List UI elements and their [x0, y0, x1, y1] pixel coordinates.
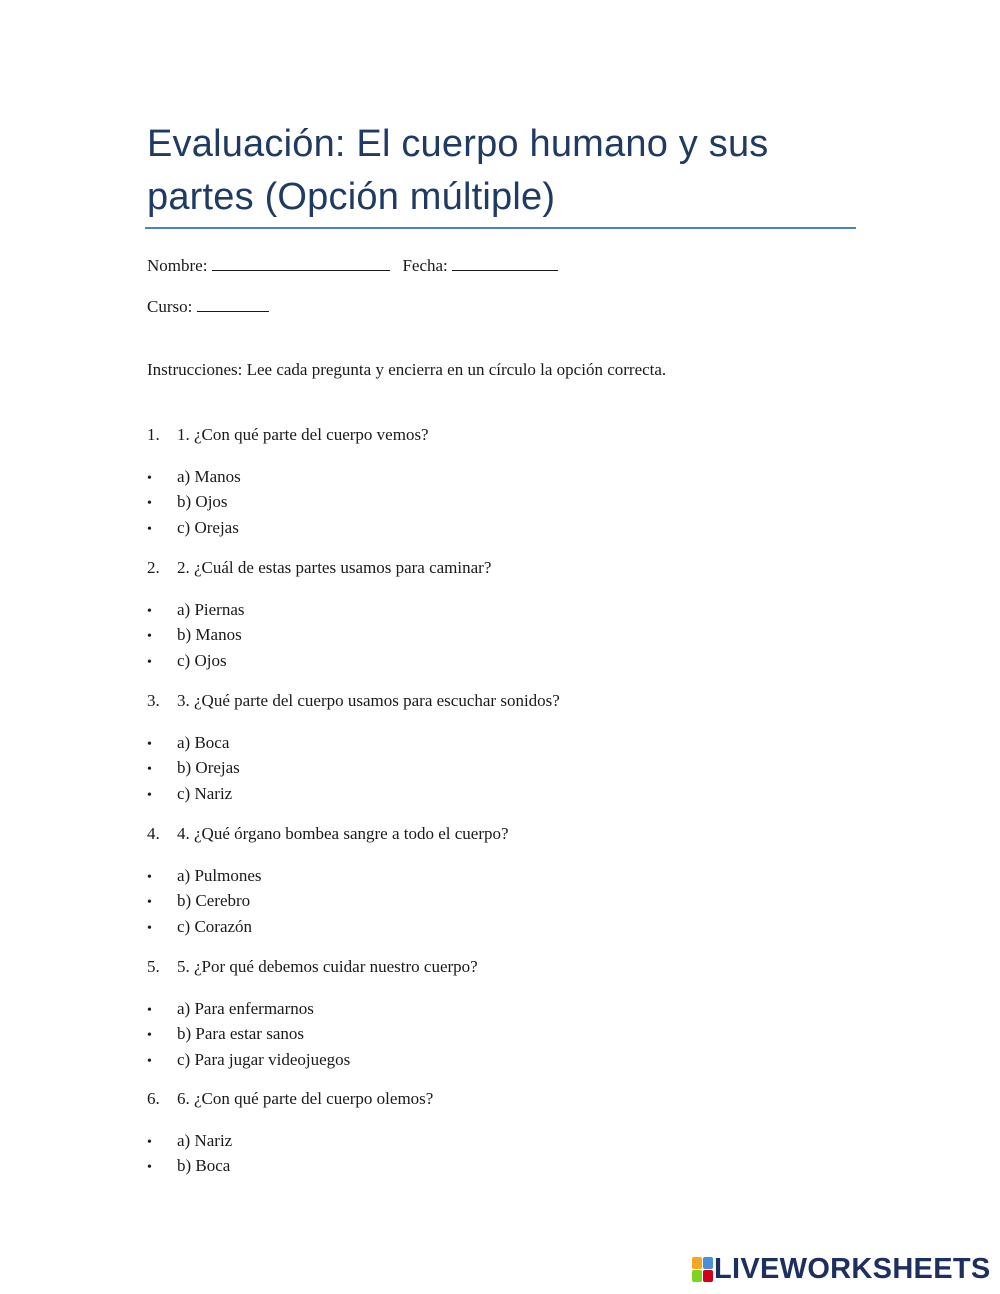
curso-blank[interactable]: [197, 296, 269, 312]
bullet-icon: •: [147, 895, 152, 910]
bullet-icon: •: [147, 604, 152, 619]
question-number: 4.: [147, 824, 160, 843]
question: [147, 425, 429, 445]
bullet-icon: •: [147, 737, 152, 752]
question: [147, 691, 560, 711]
question-number: 6.: [147, 1089, 160, 1108]
answer-option[interactable]: [147, 492, 228, 512]
answer-option[interactable]: [147, 866, 262, 886]
answer-option-text: a) Manos: [177, 467, 241, 486]
bullet-icon: •: [147, 496, 152, 511]
answer-option-text: c) Corazón: [177, 917, 253, 936]
question-number: 1.: [147, 425, 160, 444]
answer-option[interactable]: [147, 625, 242, 645]
answer-option[interactable]: [147, 891, 250, 911]
answer-option-text: a) Pulmones: [177, 866, 262, 885]
answer-option[interactable]: [147, 733, 229, 753]
question-number: 2.: [147, 558, 160, 577]
nombre-label: Nombre:: [147, 256, 208, 275]
bullet-icon: •: [147, 762, 152, 777]
bullet-icon: •: [147, 629, 152, 644]
title-underline: [145, 227, 856, 229]
question: [147, 824, 509, 844]
question-text: 6. ¿Con qué parte del cuerpo olemos?: [177, 1089, 434, 1108]
answer-option[interactable]: [147, 758, 240, 778]
answer-option-text: c) Ojos: [177, 651, 227, 670]
answer-option-text: b) Cerebro: [177, 891, 251, 910]
answer-option[interactable]: [147, 467, 241, 487]
question-text: 5. ¿Por qué debemos cuidar nuestro cuerpo?: [177, 957, 478, 976]
question-text: 4. ¿Qué órgano bombea sangre a todo el cuerpo?: [177, 824, 509, 843]
answer-option-text: c) Nariz: [177, 784, 233, 803]
bullet-icon: •: [147, 471, 152, 486]
instructions: Instrucciones: Lee cada pregunta y encierra en un círculo la opción correcta.: [147, 360, 667, 379]
bullet-icon: •: [147, 1135, 152, 1150]
logo-mark-cell: [703, 1257, 713, 1269]
answer-option[interactable]: [147, 518, 239, 538]
question-text: 3. ¿Qué parte del cuerpo usamos para escuchar sonidos?: [177, 691, 560, 710]
bullet-icon: •: [147, 870, 152, 885]
liveworksheets-logo: [692, 1254, 991, 1284]
bullet-icon: •: [147, 1160, 152, 1175]
curso-row: [147, 296, 269, 317]
answer-option[interactable]: [147, 1156, 230, 1176]
answer-option-text: b) Ojos: [177, 492, 228, 511]
question-text: 1. ¿Con qué parte del cuerpo vemos?: [177, 425, 429, 444]
answer-option-text: b) Boca: [177, 1156, 231, 1175]
bullet-icon: •: [147, 788, 152, 803]
fecha-label: Fecha:: [402, 256, 448, 275]
logo-text: LIVEWORKSHEETS: [714, 1252, 991, 1285]
answer-option-text: b) Orejas: [177, 758, 240, 777]
answer-option[interactable]: [147, 999, 314, 1019]
page-title: Evaluación: El cuerpo humano y sus partes (Opción múltiple): [147, 123, 769, 218]
answer-option-text: a) Boca: [177, 733, 230, 752]
nombre-blank[interactable]: [212, 255, 390, 271]
answer-option[interactable]: [147, 917, 252, 937]
question: [147, 1089, 433, 1109]
logo-mark-cell: [692, 1270, 702, 1282]
question-number: 5.: [147, 957, 160, 976]
bullet-icon: •: [147, 655, 152, 670]
question-text: 2. ¿Cuál de estas partes usamos para caminar?: [177, 558, 492, 577]
logo-mark-cell: [703, 1270, 713, 1282]
answer-option[interactable]: [147, 600, 245, 620]
answer-option-text: a) Nariz: [177, 1131, 233, 1150]
name-date-row: [147, 255, 558, 276]
answer-option[interactable]: [147, 1131, 232, 1151]
answer-option-text: c) Orejas: [177, 518, 239, 537]
fecha-blank[interactable]: [452, 255, 558, 271]
question: [147, 558, 491, 578]
answer-option-text: b) Manos: [177, 625, 242, 644]
logo-mark-icon: [692, 1257, 712, 1281]
answer-option[interactable]: [147, 1024, 304, 1044]
bullet-icon: •: [147, 1054, 152, 1069]
answer-option-text: c) Para jugar videojuegos: [177, 1050, 351, 1069]
answer-option[interactable]: [147, 784, 232, 804]
question-number: 3.: [147, 691, 160, 710]
answer-option-text: a) Piernas: [177, 600, 245, 619]
answer-option[interactable]: [147, 651, 227, 671]
logo-mark-cell: [692, 1257, 702, 1269]
curso-label: Curso:: [147, 297, 193, 316]
bullet-icon: •: [147, 1028, 152, 1043]
answer-option[interactable]: [147, 1050, 350, 1070]
bullet-icon: •: [147, 921, 152, 936]
bullet-icon: •: [147, 522, 152, 537]
question: [147, 957, 478, 977]
bullet-icon: •: [147, 1003, 152, 1018]
answer-option-text: b) Para estar sanos: [177, 1024, 304, 1043]
answer-option-text: a) Para enfermarnos: [177, 999, 314, 1018]
